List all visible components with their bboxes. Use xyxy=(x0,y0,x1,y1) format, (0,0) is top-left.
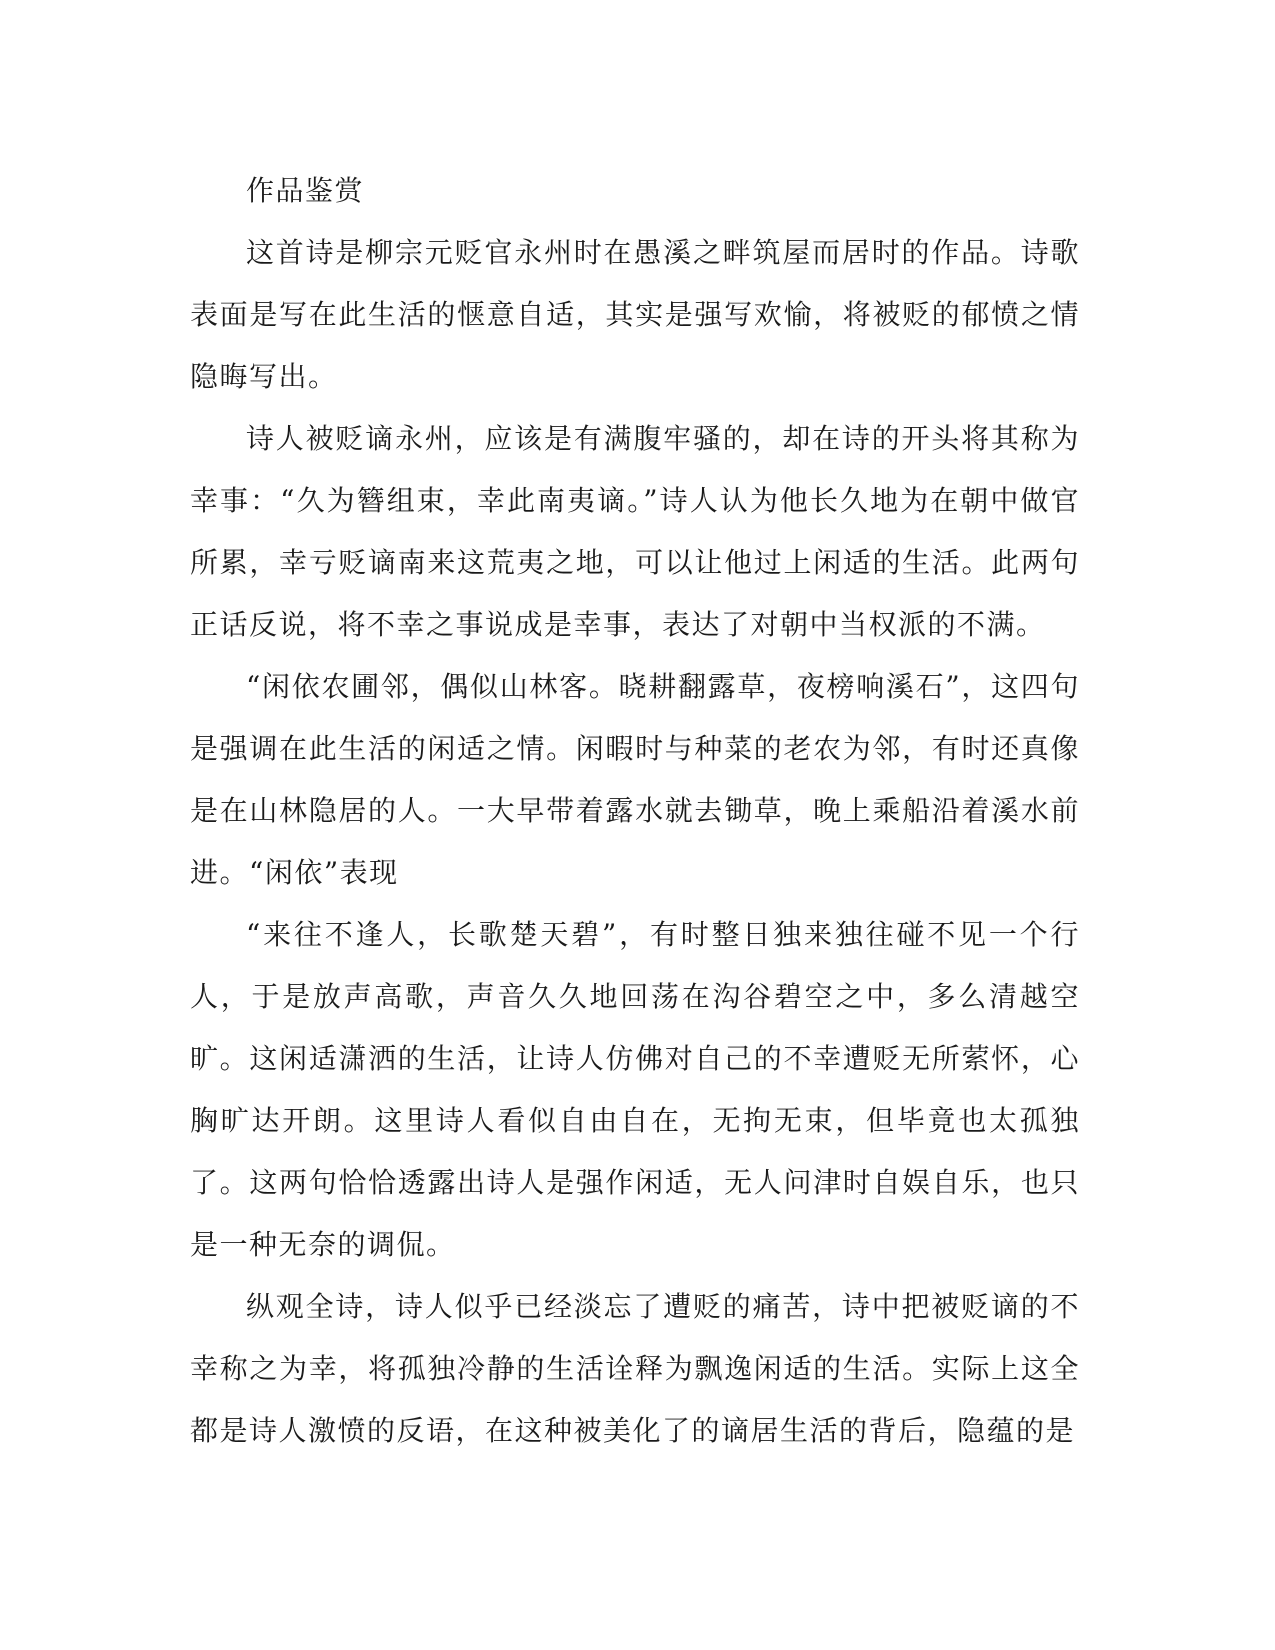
paragraph: 这首诗是柳宗元贬官永州时在愚溪之畔筑屋而居时的作品。诗歌表面是写在此生活的惬意自适，其实是强写欢愉，将被贬的郁愤之情隐晦写出。 xyxy=(190,236,1080,393)
paragraph: “来往不逢人，长歌楚天碧”，有时整日独来独往碰不见一个行人，于是放声高歌，声音久久地回荡在沟谷碧空之中，多么清越空旷。这闲适潇洒的生活，让诗人仿佛对自己的不幸遭贬无所萦怀，心胸旷达开朗。这里诗人看似自由自在，无拘无束，但毕竟也太孤独了。这两句恰恰透露出诗人是强作闲适，无人问津时自娱自乐，也只是一种无奈的调侃。 xyxy=(190,918,1080,1261)
paragraph: 纵观全诗，诗人似乎已经淡忘了遭贬的痛苦，诗中把被贬谪的不幸称之为幸，将孤独冷静的生活诠释为飘逸闲适的生活。实际上这全都是诗人激愤的反语，在这种被美化了的谪居生活的背后，隐蕴的是 xyxy=(190,1290,1080,1447)
section-heading: 作品鉴赏 xyxy=(246,174,365,207)
document-body xyxy=(190,160,1080,1462)
paragraph: 诗人被贬谪永州，应该是有满腹牢骚的，却在诗的开头将其称为幸事：“久为簪组束，幸此南夷谪。”诗人认为他长久地为在朝中做官所累，幸亏贬谪南来这荒夷之地，可以让他过上闲适的生活。此两句正话反说，将不幸之事说成是幸事，表达了对朝中当权派的不满。 xyxy=(190,422,1080,641)
paragraph: “闲依农圃邻，偶似山林客。晓耕翻露草，夜榜响溪石”，这四句是强调在此生活的闲适之情。闲暇时与种菜的老农为邻，有时还真像是在山林隐居的人。一大早带着露水就去锄草，晚上乘船沿着溪水前进。“闲依”表现 xyxy=(190,670,1080,889)
